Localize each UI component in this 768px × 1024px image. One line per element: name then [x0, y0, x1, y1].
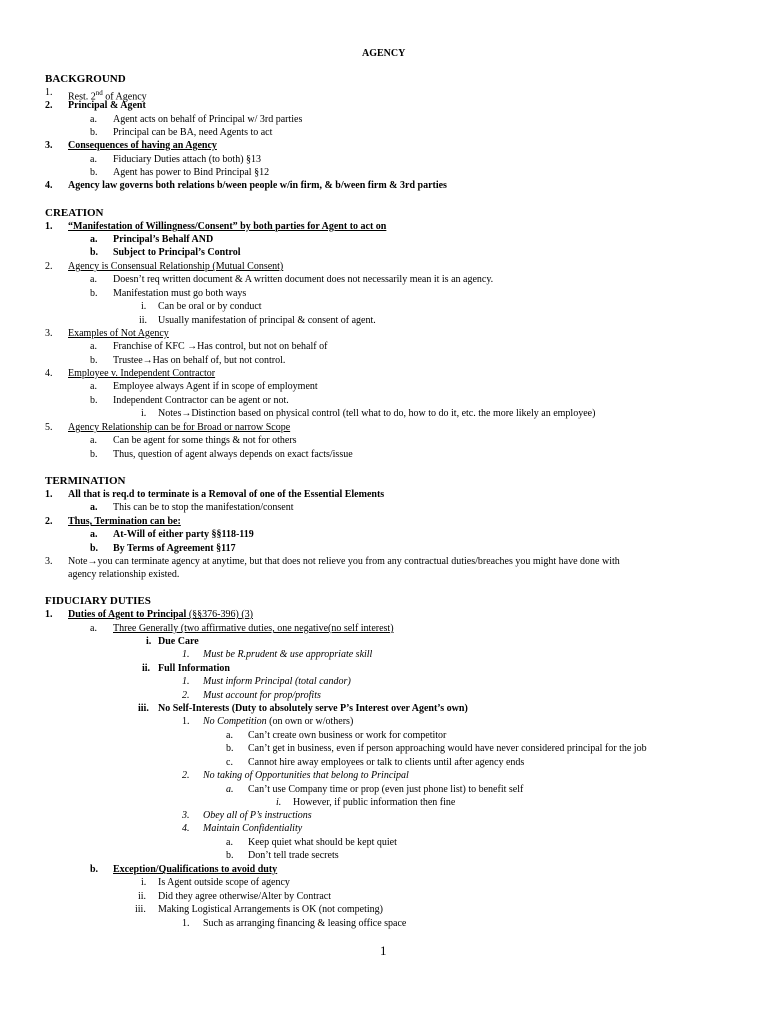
list-number: 3. [45, 328, 53, 339]
list-item-text: Principal & Agent [68, 100, 146, 111]
list-letter: b. [90, 355, 98, 366]
list-letter: b. [90, 395, 98, 406]
section-heading-creation: CREATION [45, 207, 104, 219]
list-item-text: Can’t use Company time or prop (even just phone list) to benefit self [248, 784, 524, 795]
list-item-text: Rest. 2nd of Agency [68, 89, 147, 103]
list-item-text: “Manifestation of Willingness/Consent” by both parties for Agent to act on [68, 221, 387, 232]
list-item-text: Employee always Agent if in scope of employment [113, 381, 318, 392]
list-item-text: Notes→Distinction based on physical control (tell what to do, how to do it, etc. the more likely an employee) [158, 408, 596, 419]
list-roman: i. [146, 636, 152, 647]
list-item-text: Consequences of having an Agency [68, 140, 217, 151]
list-letter: b. [90, 247, 99, 258]
list-item-text: Must inform Principal (total candor) [203, 676, 351, 687]
list-item-text: Trustee→Has on behalf of, but not control. [113, 355, 286, 366]
list-number: 2. [45, 100, 53, 111]
list-item-text: Usually manifestation of principal & consent of agent. [158, 315, 376, 326]
list-item-text: Principal can be BA, need Agents to act [113, 127, 273, 138]
list-letter: a. [90, 502, 98, 513]
list-item-text: Subject to Principal’s Control [113, 247, 241, 258]
list-item-text: Making Logistical Arrangements is OK (not competing) [158, 904, 383, 915]
list-item-text: Agent acts on behalf of Principal w/ 3rd parties [113, 114, 303, 125]
list-number: 1. [45, 87, 53, 98]
list-item-text: Agency is Consensual Relationship (Mutual Consent) [68, 261, 284, 272]
list-item-text: Keep quiet what should be kept quiet [248, 837, 397, 848]
list-item-text: Obey all of P’s instructions [203, 810, 312, 821]
list-roman: iii. [135, 904, 146, 915]
list-letter: b. [90, 864, 99, 875]
section-heading-termination: TERMINATION [45, 475, 126, 487]
list-letter: a. [90, 341, 97, 352]
list-item-text: Agent has power to Bind Principal §12 [113, 167, 270, 178]
list-letter: b. [90, 167, 98, 178]
list-item-text: No Competition (on own or w/others) [203, 716, 354, 727]
list-item-text: Must account for prop/profits [203, 690, 321, 701]
list-item-text: Principal’s Behalf AND [113, 234, 214, 245]
list-letter: a. [90, 114, 97, 125]
list-number: 1. [45, 221, 53, 232]
list-roman: i. [141, 877, 147, 888]
list-letter: b. [226, 743, 234, 754]
list-item-text: Manifestation must go both ways [113, 288, 247, 299]
list-item-text: Thus, Termination can be: [68, 516, 181, 527]
list-item-text: Can’t create own business or work for competitor [248, 730, 447, 741]
list-letter: b. [90, 288, 98, 299]
list-item-text: Maintain Confidentiality [203, 823, 303, 834]
list-letter: b. [90, 543, 99, 554]
list-number: 5. [45, 422, 53, 433]
list-item-text: At-Will of either party §§118-119 [113, 529, 254, 540]
list-letter: a. [226, 730, 233, 741]
list-number: 2. [182, 770, 190, 781]
list-item-text: Don’t tell trade secrets [248, 850, 339, 861]
list-item-text: Note→you can terminate agency at anytime, but that does not relieve you from any contractual duties/breaches you might have done with [68, 556, 620, 567]
list-letter: a. [90, 623, 97, 634]
list-item-text: Thus, question of agent always depends on exact facts/issue [113, 449, 353, 460]
list-number: 1. [45, 489, 53, 500]
list-item-text: Three Generally (two affirmative duties, one negative(no self interest) [113, 623, 394, 634]
document-title: AGENCY [362, 48, 406, 59]
list-number: 2. [45, 516, 53, 527]
list-roman: i. [276, 797, 282, 808]
list-roman: i. [141, 301, 147, 312]
list-item-text: Doesn’t req written document & A written document does not necessarily mean it is an agency. [113, 274, 494, 285]
list-item-text: Such as arranging financing & leasing office space [203, 918, 407, 929]
list-number: 1. [182, 676, 190, 687]
list-item-text: Agency law governs both relations b/ween people w/in firm, & b/ween firm & 3rd parties [68, 180, 447, 191]
list-item-text: Must be R.prudent & use appropriate skill [203, 649, 373, 660]
list-item-text: No taking of Opportunities that belong to Principal [203, 770, 409, 781]
list-item-text: Cannot hire away employees or talk to clients until after agency ends [248, 757, 525, 768]
section-heading-fiduciary-duties: FIDUCIARY DUTIES [45, 595, 151, 607]
list-number: 4. [45, 180, 53, 191]
list-number: 4. [45, 368, 53, 379]
list-item-text: Can’t get in business, even if person approaching would have never considered principal for the job [248, 743, 647, 754]
list-item-text: Independent Contractor can be agent or not. [113, 395, 289, 406]
list-number: 2. [182, 690, 190, 701]
list-item-text: Exception/Qualifications to avoid duty [113, 864, 278, 875]
list-item-text: Employee v. Independent Contractor [68, 368, 216, 379]
list-roman: iii. [138, 703, 149, 714]
list-number: 3. [182, 810, 190, 821]
list-letter: a. [90, 435, 97, 446]
list-item-text: Franchise of KFC →Has control, but not on behalf of [113, 341, 328, 352]
list-letter: a. [90, 274, 97, 285]
list-item-text: Can be oral or by conduct [158, 301, 262, 312]
list-item-text: Can be agent for some things & not for others [113, 435, 297, 446]
list-letter: a. [90, 234, 98, 245]
list-roman: i. [141, 408, 147, 419]
list-letter: c. [226, 757, 233, 768]
list-roman: ii. [139, 315, 148, 326]
list-number: 1. [45, 609, 53, 620]
list-letter: b. [90, 449, 98, 460]
list-roman: ii. [142, 663, 151, 674]
list-item-text: Did they agree otherwise/Alter by Contract [158, 891, 331, 902]
page-number: 1 [380, 943, 387, 958]
list-letter: a. [90, 154, 97, 165]
list-letter: a. [90, 529, 98, 540]
list-item-text: However, if public information then fine [293, 797, 456, 808]
list-item-text: All that is req.d to terminate is a Removal of one of the Essential Elements [68, 489, 385, 500]
list-item-text: No Self-Interests (Duty to absolutely serve P’s Interest over Agent’s own) [158, 703, 468, 714]
list-number: 3. [45, 140, 53, 151]
list-number: 1. [182, 918, 190, 929]
list-item-text: Examples of Not Agency [68, 328, 169, 339]
list-item-text: This can be to stop the manifestation/consent [113, 502, 294, 513]
section-heading-background: BACKGROUND [45, 73, 126, 85]
list-number: 1. [182, 716, 190, 727]
list-letter: b. [90, 127, 98, 138]
list-number: 4. [182, 823, 190, 834]
list-item-text: Duties of Agent to Principal (§§376-396) (3) [68, 609, 253, 620]
list-item-text: Agency Relationship can be for Broad or narrow Scope [68, 422, 291, 433]
list-number: 2. [45, 261, 53, 272]
list-letter: a. [90, 381, 97, 392]
list-letter: b. [226, 850, 234, 861]
list-letter: a. [226, 784, 234, 795]
list-item-text: Fiduciary Duties attach (to both) §13 [113, 154, 262, 165]
list-number: 1. [182, 649, 190, 660]
list-number: 3. [45, 556, 53, 567]
list-roman: ii. [138, 891, 147, 902]
list-item-text: By Terms of Agreement §117 [113, 543, 236, 554]
list-item-continuation: agency relationship existed. [68, 569, 180, 580]
list-item-text: Is Agent outside scope of agency [158, 877, 290, 888]
list-item-text: Due Care [158, 636, 199, 647]
list-item-text: Full Information [158, 663, 230, 674]
list-letter: a. [226, 837, 233, 848]
